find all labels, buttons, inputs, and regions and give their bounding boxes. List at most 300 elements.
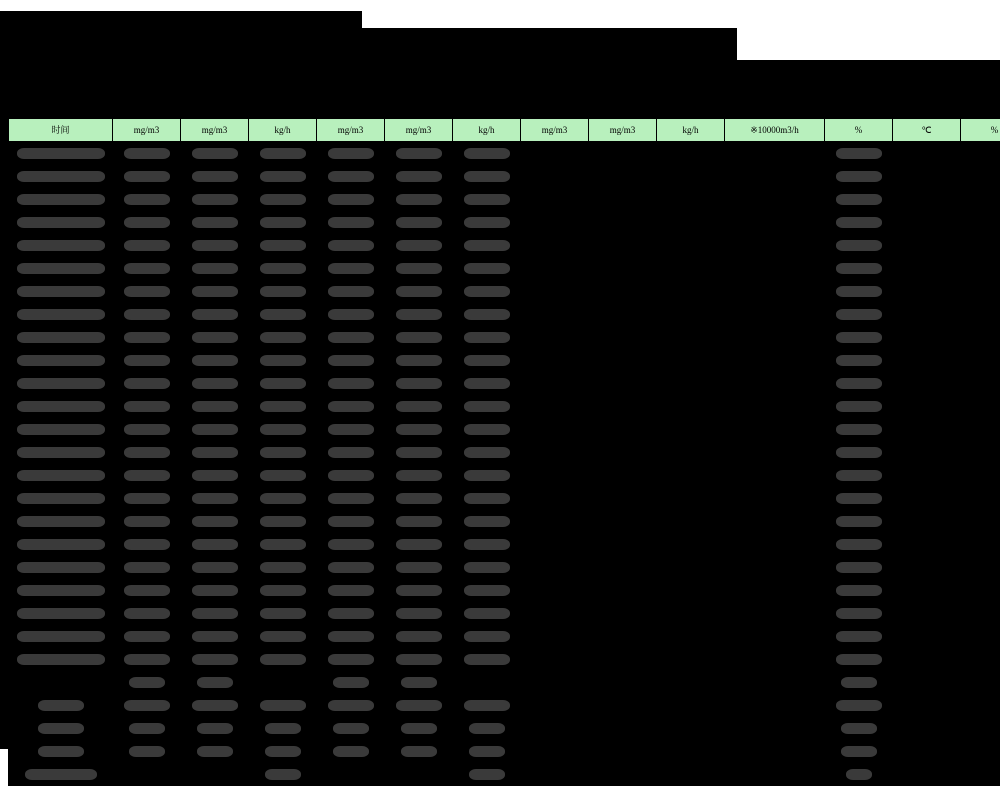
cell-value bbox=[657, 303, 725, 326]
cell-value bbox=[113, 303, 181, 326]
redacted-value bbox=[836, 240, 882, 251]
cell-value bbox=[453, 372, 521, 395]
cell-value bbox=[825, 257, 893, 280]
redacted-value bbox=[124, 263, 170, 274]
cell-value bbox=[317, 395, 385, 418]
table-row bbox=[9, 372, 1000, 395]
table-row bbox=[9, 487, 1000, 510]
redacted-value bbox=[192, 240, 238, 251]
redacted-value bbox=[260, 631, 306, 642]
cell-value bbox=[249, 648, 317, 671]
redacted-value bbox=[464, 539, 510, 550]
table-row bbox=[9, 188, 1000, 211]
cell-time bbox=[9, 763, 113, 786]
cell-value bbox=[657, 487, 725, 510]
redacted-value bbox=[124, 217, 170, 228]
redacted-value bbox=[260, 700, 306, 711]
table-row bbox=[9, 142, 1000, 165]
redacted-value bbox=[464, 493, 510, 504]
redacted-value bbox=[17, 401, 105, 412]
redacted-value bbox=[124, 148, 170, 159]
cell-value bbox=[385, 165, 453, 188]
redacted-value bbox=[192, 263, 238, 274]
cell-value bbox=[657, 763, 725, 786]
redacted-value bbox=[464, 654, 510, 665]
redacted-value bbox=[192, 654, 238, 665]
cell-time bbox=[9, 188, 113, 211]
redacted-value bbox=[836, 217, 882, 228]
redacted-value bbox=[328, 332, 374, 343]
redacted-value bbox=[469, 769, 505, 780]
cell-value bbox=[317, 717, 385, 740]
cell-value bbox=[113, 602, 181, 625]
cell-value bbox=[657, 349, 725, 372]
table-row bbox=[9, 602, 1000, 625]
cell-time bbox=[9, 418, 113, 441]
cell-time bbox=[9, 579, 113, 602]
cell-value bbox=[893, 395, 961, 418]
table-row bbox=[9, 625, 1000, 648]
table-row bbox=[9, 579, 1000, 602]
header-cell-unit-6: kg/h bbox=[453, 119, 521, 142]
redacted-value bbox=[396, 171, 442, 182]
redacted-value bbox=[192, 470, 238, 481]
redacted-value bbox=[464, 447, 510, 458]
cell-value bbox=[453, 579, 521, 602]
header-cell-unit-9: kg/h bbox=[657, 119, 725, 142]
redacted-value bbox=[17, 355, 105, 366]
cell-value bbox=[825, 579, 893, 602]
cell-value bbox=[521, 349, 589, 372]
cell-value bbox=[385, 372, 453, 395]
cell-value bbox=[181, 671, 249, 694]
redacted-value bbox=[192, 539, 238, 550]
cell-value bbox=[317, 602, 385, 625]
redacted-value bbox=[124, 401, 170, 412]
cell-value bbox=[657, 464, 725, 487]
cell-value bbox=[249, 349, 317, 372]
cell-value bbox=[893, 694, 961, 717]
cell-value bbox=[317, 487, 385, 510]
redacted-value bbox=[260, 240, 306, 251]
cell-value bbox=[385, 487, 453, 510]
redacted-value bbox=[17, 332, 105, 343]
redacted-value bbox=[192, 608, 238, 619]
cell-value bbox=[249, 579, 317, 602]
cell-value bbox=[657, 395, 725, 418]
cell-value bbox=[181, 280, 249, 303]
redacted-value bbox=[464, 608, 510, 619]
redacted-value bbox=[464, 217, 510, 228]
cell-value bbox=[893, 556, 961, 579]
redacted-value bbox=[260, 194, 306, 205]
cell-value bbox=[385, 303, 453, 326]
redacted-value bbox=[396, 516, 442, 527]
cell-value bbox=[249, 234, 317, 257]
cell-value bbox=[317, 188, 385, 211]
cell-value bbox=[249, 533, 317, 556]
redacted-value bbox=[396, 608, 442, 619]
cell-value bbox=[825, 717, 893, 740]
cell-value bbox=[961, 418, 1000, 441]
table-row bbox=[9, 211, 1000, 234]
cell-value bbox=[453, 188, 521, 211]
cell-value bbox=[961, 441, 1000, 464]
cell-value bbox=[825, 326, 893, 349]
redacted-value bbox=[328, 631, 374, 642]
redacted-value bbox=[464, 401, 510, 412]
cell-value bbox=[893, 625, 961, 648]
cell-value bbox=[825, 349, 893, 372]
cell-value bbox=[589, 349, 657, 372]
cell-value bbox=[521, 234, 589, 257]
table-row bbox=[9, 349, 1000, 372]
table-row bbox=[9, 556, 1000, 579]
cell-value bbox=[725, 234, 825, 257]
cell-value bbox=[385, 395, 453, 418]
redacted-value bbox=[38, 723, 84, 734]
cell-value bbox=[893, 671, 961, 694]
cell-value bbox=[589, 188, 657, 211]
redacted-value bbox=[464, 332, 510, 343]
cell-value bbox=[521, 257, 589, 280]
table-row bbox=[9, 717, 1000, 740]
redacted-value bbox=[836, 171, 882, 182]
redacted-value bbox=[124, 355, 170, 366]
cell-value bbox=[825, 648, 893, 671]
redacted-value bbox=[328, 401, 374, 412]
cell-value bbox=[113, 464, 181, 487]
cell-value bbox=[893, 142, 961, 165]
cell-value bbox=[825, 211, 893, 234]
cell-time bbox=[9, 349, 113, 372]
cell-value bbox=[657, 234, 725, 257]
cell-time bbox=[9, 602, 113, 625]
redacted-value bbox=[464, 378, 510, 389]
redacted-value bbox=[333, 746, 369, 757]
cell-value bbox=[249, 671, 317, 694]
redacted-value bbox=[836, 539, 882, 550]
redacted-value bbox=[328, 378, 374, 389]
cell-value bbox=[181, 694, 249, 717]
redacted-value bbox=[464, 631, 510, 642]
redacted-value bbox=[836, 309, 882, 320]
cell-value bbox=[521, 487, 589, 510]
cell-time bbox=[9, 441, 113, 464]
redacted-value bbox=[197, 746, 233, 757]
cell-value bbox=[961, 510, 1000, 533]
redacted-value bbox=[17, 378, 105, 389]
header-cell-unit-4: mg/m3 bbox=[317, 119, 385, 142]
redacted-value bbox=[192, 516, 238, 527]
cell-value bbox=[385, 234, 453, 257]
cell-value bbox=[893, 349, 961, 372]
cell-value bbox=[113, 234, 181, 257]
redacted-value bbox=[836, 585, 882, 596]
cell-value bbox=[725, 763, 825, 786]
cell-value bbox=[521, 763, 589, 786]
cell-value bbox=[657, 372, 725, 395]
cell-value bbox=[589, 487, 657, 510]
redacted-value bbox=[328, 263, 374, 274]
cell-value bbox=[893, 510, 961, 533]
cell-value bbox=[657, 510, 725, 533]
cell-value bbox=[589, 579, 657, 602]
redacted-value bbox=[328, 608, 374, 619]
cell-value bbox=[893, 303, 961, 326]
cell-value bbox=[725, 625, 825, 648]
cell-value bbox=[317, 763, 385, 786]
redacted-value bbox=[124, 332, 170, 343]
cell-value bbox=[113, 142, 181, 165]
cell-value bbox=[385, 326, 453, 349]
cell-value bbox=[453, 625, 521, 648]
cell-value bbox=[825, 418, 893, 441]
redacted-value bbox=[124, 700, 170, 711]
redacted-value bbox=[396, 263, 442, 274]
cell-value bbox=[825, 142, 893, 165]
cell-value bbox=[589, 211, 657, 234]
cell-value bbox=[385, 740, 453, 763]
redacted-value bbox=[17, 654, 105, 665]
cell-value bbox=[317, 625, 385, 648]
redacted-value bbox=[192, 700, 238, 711]
redacted-value bbox=[836, 286, 882, 297]
cell-value bbox=[317, 142, 385, 165]
cell-value bbox=[317, 694, 385, 717]
redacted-value bbox=[464, 516, 510, 527]
cell-value bbox=[589, 234, 657, 257]
cell-value bbox=[453, 602, 521, 625]
redacted-value bbox=[17, 286, 105, 297]
redacted-value bbox=[464, 700, 510, 711]
cell-value bbox=[113, 165, 181, 188]
redacted-value bbox=[464, 562, 510, 573]
cell-value bbox=[181, 648, 249, 671]
table-row bbox=[9, 533, 1000, 556]
cell-value bbox=[893, 372, 961, 395]
cell-value bbox=[181, 349, 249, 372]
cell-value bbox=[249, 211, 317, 234]
cell-value bbox=[453, 441, 521, 464]
cell-value bbox=[893, 648, 961, 671]
cell-value bbox=[453, 234, 521, 257]
redacted-value bbox=[124, 539, 170, 550]
redacted-value bbox=[260, 309, 306, 320]
redacted-value bbox=[836, 424, 882, 435]
redacted-value bbox=[328, 171, 374, 182]
cell-value bbox=[825, 188, 893, 211]
cell-value bbox=[317, 464, 385, 487]
cell-value bbox=[893, 464, 961, 487]
cell-value bbox=[113, 188, 181, 211]
cell-value bbox=[521, 464, 589, 487]
cell-value bbox=[453, 487, 521, 510]
cell-value bbox=[521, 280, 589, 303]
cell-value bbox=[317, 579, 385, 602]
redacted-value bbox=[333, 723, 369, 734]
redacted-value bbox=[328, 447, 374, 458]
cell-value bbox=[385, 717, 453, 740]
cell-time bbox=[9, 510, 113, 533]
redacted-value bbox=[265, 769, 301, 780]
redacted-value bbox=[17, 148, 105, 159]
cell-value bbox=[961, 602, 1000, 625]
cell-value bbox=[961, 556, 1000, 579]
cell-value bbox=[961, 671, 1000, 694]
redacted-value bbox=[260, 171, 306, 182]
cell-value bbox=[657, 326, 725, 349]
cell-time bbox=[9, 142, 113, 165]
redacted-value bbox=[836, 447, 882, 458]
cell-value bbox=[453, 211, 521, 234]
redacted-value bbox=[124, 562, 170, 573]
cell-value bbox=[825, 165, 893, 188]
redacted-value bbox=[396, 700, 442, 711]
cell-value bbox=[249, 372, 317, 395]
cell-value bbox=[181, 533, 249, 556]
redacted-value bbox=[17, 263, 105, 274]
cell-value bbox=[589, 602, 657, 625]
cell-value bbox=[725, 694, 825, 717]
cell-value bbox=[961, 694, 1000, 717]
redacted-value bbox=[17, 516, 105, 527]
cell-value bbox=[521, 648, 589, 671]
redacted-value bbox=[464, 263, 510, 274]
cell-value bbox=[249, 510, 317, 533]
redacted-value bbox=[17, 217, 105, 228]
cell-value bbox=[385, 648, 453, 671]
cell-value bbox=[589, 763, 657, 786]
redacted-value bbox=[192, 378, 238, 389]
cell-value bbox=[961, 349, 1000, 372]
cell-value bbox=[893, 280, 961, 303]
cell-value bbox=[657, 211, 725, 234]
redacted-value bbox=[17, 470, 105, 481]
cell-value bbox=[961, 533, 1000, 556]
cell-value bbox=[589, 694, 657, 717]
cell-value bbox=[725, 303, 825, 326]
redacted-value bbox=[260, 148, 306, 159]
cell-value bbox=[113, 625, 181, 648]
redacted-value bbox=[260, 263, 306, 274]
cell-value bbox=[961, 211, 1000, 234]
redacted-value bbox=[124, 424, 170, 435]
redacted-value bbox=[328, 585, 374, 596]
redacted-value bbox=[38, 746, 84, 757]
redacted-value bbox=[464, 171, 510, 182]
cell-time bbox=[9, 395, 113, 418]
redacted-value bbox=[192, 585, 238, 596]
cell-value bbox=[589, 510, 657, 533]
cell-value bbox=[385, 441, 453, 464]
cell-value bbox=[657, 579, 725, 602]
redacted-value bbox=[836, 378, 882, 389]
redacted-value bbox=[836, 470, 882, 481]
redacted-value bbox=[396, 424, 442, 435]
cell-value bbox=[249, 165, 317, 188]
cell-value bbox=[317, 349, 385, 372]
cell-value bbox=[589, 142, 657, 165]
cell-value bbox=[961, 257, 1000, 280]
cell-value bbox=[249, 602, 317, 625]
cell-value bbox=[521, 188, 589, 211]
cell-value bbox=[825, 464, 893, 487]
cell-value bbox=[589, 648, 657, 671]
cell-value bbox=[317, 303, 385, 326]
redacted-value bbox=[396, 148, 442, 159]
header-cell-unit-10: ※10000m3/h bbox=[725, 119, 825, 142]
redacted-value bbox=[464, 286, 510, 297]
cell-value bbox=[657, 648, 725, 671]
cell-value bbox=[657, 694, 725, 717]
cell-value bbox=[825, 280, 893, 303]
redacted-value bbox=[396, 240, 442, 251]
cell-value bbox=[181, 625, 249, 648]
cell-value bbox=[453, 694, 521, 717]
cell-value bbox=[893, 533, 961, 556]
cell-value bbox=[249, 763, 317, 786]
cell-value bbox=[961, 487, 1000, 510]
cell-time bbox=[9, 648, 113, 671]
cell-value bbox=[317, 556, 385, 579]
cell-value bbox=[825, 740, 893, 763]
cell-value bbox=[521, 395, 589, 418]
redacted-value bbox=[192, 332, 238, 343]
table-row bbox=[9, 234, 1000, 257]
cell-value bbox=[249, 740, 317, 763]
cell-value bbox=[589, 257, 657, 280]
cell-time bbox=[9, 717, 113, 740]
cell-value bbox=[657, 717, 725, 740]
redacted-value bbox=[396, 493, 442, 504]
cell-value bbox=[181, 717, 249, 740]
cell-time bbox=[9, 740, 113, 763]
redacted-value bbox=[396, 355, 442, 366]
redacted-value bbox=[396, 401, 442, 412]
redacted-value bbox=[260, 608, 306, 619]
redacted-value bbox=[192, 217, 238, 228]
cell-value bbox=[657, 533, 725, 556]
redacted-value bbox=[328, 240, 374, 251]
cell-value bbox=[113, 280, 181, 303]
cell-value bbox=[589, 671, 657, 694]
cell-value bbox=[317, 418, 385, 441]
cell-value bbox=[893, 740, 961, 763]
cell-time bbox=[9, 326, 113, 349]
redacted-value bbox=[328, 562, 374, 573]
redacted-value bbox=[124, 470, 170, 481]
cell-value bbox=[113, 694, 181, 717]
redacted-value bbox=[328, 539, 374, 550]
cell-value bbox=[385, 280, 453, 303]
cell-value bbox=[893, 579, 961, 602]
cell-value bbox=[113, 257, 181, 280]
redacted-value bbox=[260, 378, 306, 389]
cell-value bbox=[725, 556, 825, 579]
redacted-value bbox=[124, 171, 170, 182]
cell-value bbox=[657, 188, 725, 211]
cell-time bbox=[9, 625, 113, 648]
cell-value bbox=[961, 142, 1000, 165]
redacted-value bbox=[17, 424, 105, 435]
redacted-value bbox=[396, 470, 442, 481]
table-row bbox=[9, 763, 1000, 786]
table-row bbox=[9, 418, 1000, 441]
redacted-value bbox=[328, 424, 374, 435]
cell-value bbox=[521, 211, 589, 234]
cell-value bbox=[589, 326, 657, 349]
